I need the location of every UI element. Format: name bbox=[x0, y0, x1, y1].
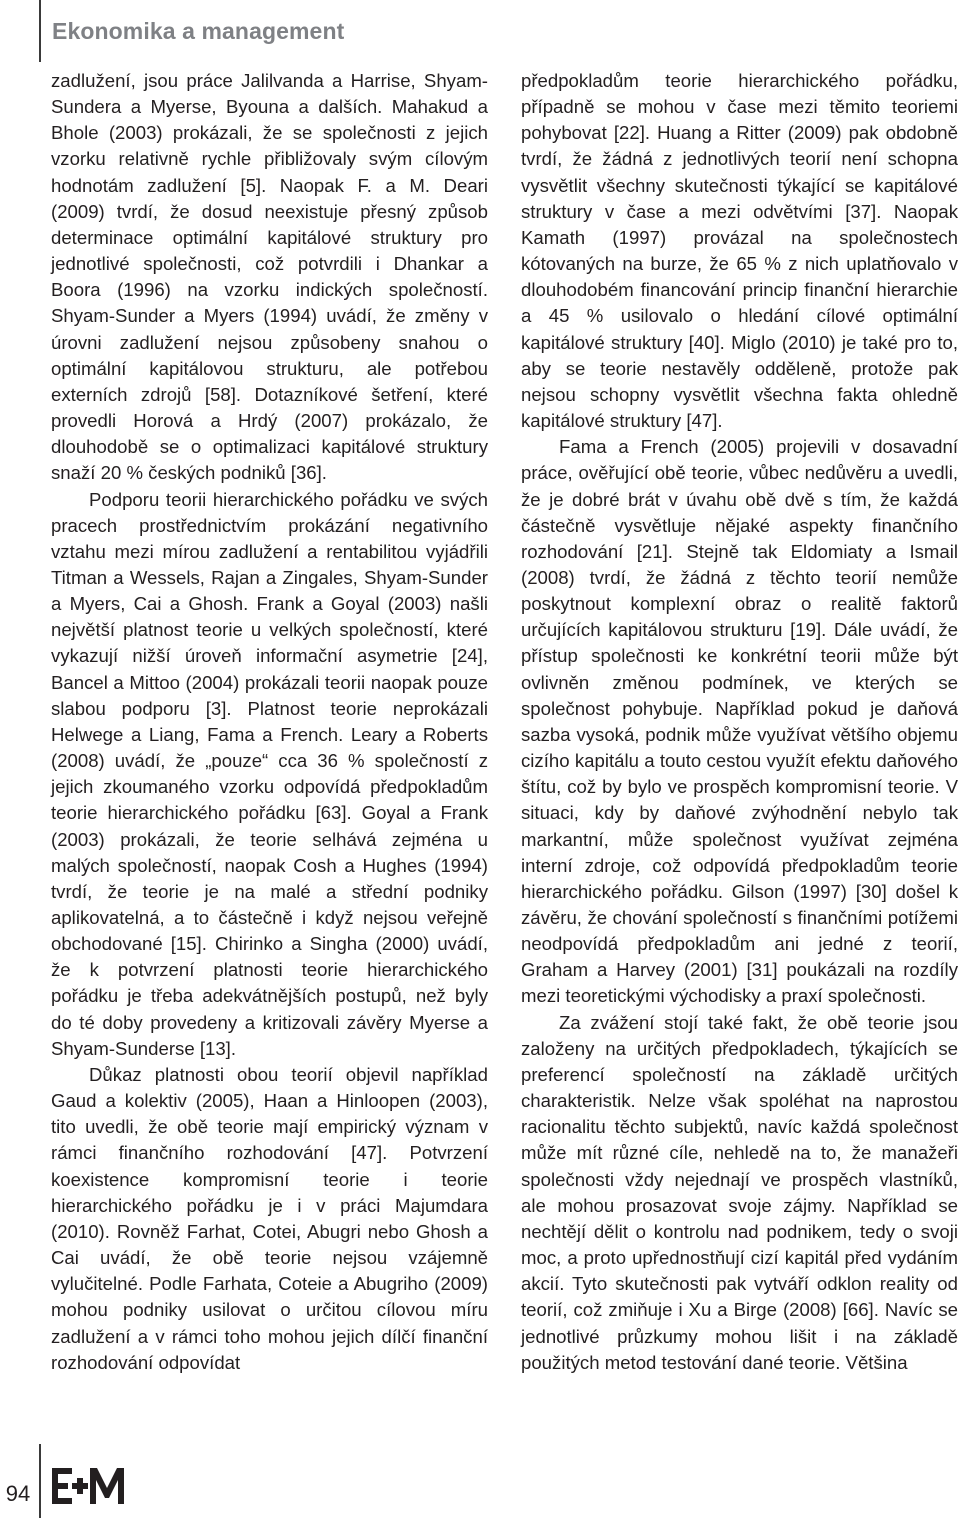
footer-divider bbox=[39, 1444, 41, 1518]
journal-title: Ekonomika a management bbox=[52, 18, 345, 44]
paragraph: Fama a French (2005) projevili v dosavadní práce, ověřující obě teorie, vůbec nedůvěru a uvedli, že je dobré brát v úvahu obě dvě s tím, že každá částečně vysvětluje nějaké aspekty finančního rozhodování [21]. Stejně tak Eldomiaty a Ismail (2008) tvrdí, že žádná z těchto teorií nemůže poskytnout komplexní obraz o realitě faktorů určujících kapitálovou strukturu [19]. Dále uvádí, že přístup společnosti ke konkrétní teorii může být ovlivněn změnou podmínek, ve kterých se společnost pohybuje. Například pokud je daňová sazba vysoká, podnik může využívat většího objemu cizího kapitálu a touto cestou využít efektu daňového štítu, což by bylo ve prospěch kompromisní teorie. V situaci, kdy by daňové zvýhodnění nebylo tak markantní, může společnost využívat zejména interní zdroje, což odpovídá předpokladům teorie hierarchického pořádku. Gilson (1997) [30] došel k závěru, že chování společností s finančními potížemi neodpovídá předpokladům ani jedné z teorií, Graham a Harvey (2001) [31] poukázali na rozdíly mezi teoretickými východisky a praxí společnosti. bbox=[521, 436, 958, 1007]
paragraph: Podporu teorii hierarchického pořádku ve svých pracech prostřednictvím prokázání negativního vztahu mezi mírou zadlužení a rentabilitou vyjádřili Titman a Wessels, Rajan a Zingales, Shyam-Sunder a Myers, Cai a Ghosh. Frank a Goyal (2003) našli největší platnost teorie u velkých společností, které vykazují nižší úroveň informační asymetrie [24], Bancel a Mittoo (2004) prokázali teorii naopak pouze slabou podporu [3]. Platnost teorie neprokázali Helwege a Liang, Fama a French. Leary a Roberts (2008) uvádí, že „pouze“ cca 36 % společností z jejich zkoumaného vzorku odpovídá předpokladům teorie hierarchického pořádku [63]. Goyal a Frank (2003) prokázali, že teorie selhává zejména u malých společností, naopak Cosh a Hughes (1994) tvrdí, že teorie je na malé a střední podniky aplikovatelná, a to částečně i když nejsou veřejně obchodované [15]. Chirinko a Singha (2000) uvádí, že k potvrzení platnosti teorie hierarchického pořádku je třeba adekvátnějších postupů, než byly do té doby provedeny a kritizovali závěry Myerse a Shyam-Sunderse [13]. bbox=[51, 488, 488, 1059]
left-column bbox=[51, 68, 488, 1376]
journal-logo bbox=[52, 1468, 126, 1504]
right-column bbox=[521, 68, 958, 1376]
page-number: 94 bbox=[5, 1481, 31, 1506]
paragraph: zadlužení, jsou práce Jalilvanda a Harrise, Shyam-Sundera a Myerse, Byouna a dalších. Mahakud a Bhole (2003) prokázali, že se společnosti z jejich vzorku relativně rychle přibližovaly svým cílovým hodnotám zadlužení [5]. Naopak F. a M. Deari (2009) tvrdí, že dosud neexistuje přesný způsob determinace optimální kapitálové struktury pro jednotlivé společnosti, což potvrdili i Dhankar a Boora (1996) na vzorku indických společností. Shyam-Sunder a Myers (1994) uvádí, že změny v úrovni zadlužení nejsou způsobeny snahou o optimální kapitálovou strukturu, ale potřebou externích zdrojů [58]. Dotazníkové šetření, které provedli Horová a Hrdý (2007) prokázalo, že dlouhodobě se o optimalizaci kapitálové struktury snaží 20 % českých podniků [36]. bbox=[51, 70, 488, 484]
header-divider bbox=[39, 0, 41, 62]
paragraph: Za zvážení stojí také fakt, že obě teorie jsou založeny na určitých předpokladech, týkajících se preferencí společností na základě určitých charakteristik. Nelze však spoléhat na naprostou racionalitu těchto subjektů, navíc každá společnost může mít různé cíle, nehledě na to, že manažeři společnosti vždy nejednají ve prospěch vlastníků, ale mohou prosazovat svoje zájmy. Například se nechtějí dělit o kontrolu nad podnikem, tedy o svoji moc, a proto upřednostňují cizí kapitál před vydáním akcií. Tyto skutečnosti pak vytváří odklon reality od teorií, což zmiňuje i Xu a Birge (2008) [66]. Navíc se jednotlivé průzkumy mohou lišit i na základě použitých metod testování dané teorie. Většina bbox=[521, 1011, 958, 1373]
paragraph: předpokladům teorie hierarchického pořádku, případně se mohou v čase mezi těmito teoriemi pohybovat [22]. Huang a Ritter (2009) pak obdobně tvrdí, že žádná z jednotlivých teorií není schopna vysvětlit všechny skutečnosti týkající se kapitálové struktury v čase a mezi odvětvími [37]. Naopak Kamath (1997) provázal na společnostech kótovaných na burze, že 65 % z nich uplatňovalo v dlouhodobém financování princip finanční hierarchie a 45 % usilovalo o hledání cílové optimální kapitálové struktury [40]. Miglo (2010) je také pro to, aby se teorie nestavěly odděleně, protože pak nejsou schopny vysvětlit všechna fakta ohledně kapitálové struktury [47]. bbox=[521, 70, 958, 432]
paragraph: Důkaz platnosti obou teorií objevil například Gaud a kolektiv (2005), Haan a Hinloopen (2003), tito uvedli, že obě teorie mají empirický význam v rámci finančního rozhodování [47]. Potvrzení koexistence kompromisní teorie i teorie hierarchického pořádku je i v práci Majumdara (2010). Rovněž Farhat, Cotei, Abugri nebo Ghosh a Cai uvádí, že obě teorie nejsou vzájemně vylučitelné. Podle Farhata, Coteie a Abugriho (2009) mohou podniky usilovat o určitou cílovou míru zadlužení a v rámci toho mohou jejich dílčí finanční rozhodování odpovídat bbox=[51, 1063, 488, 1373]
